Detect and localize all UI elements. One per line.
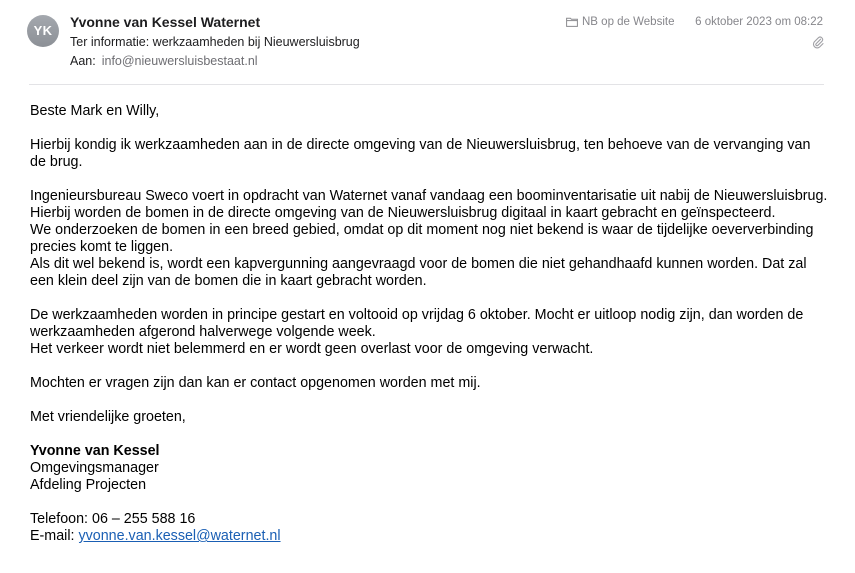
paperclip-icon[interactable] <box>812 35 824 54</box>
phone-number: Telefoon: 06 – 255 588 16 <box>30 511 196 527</box>
paragraph-intro: Hierbij kondig ik werkzaamheden aan in de directe omgeving van de Nieuwersluisbrug, ten behoeve van de vervanging van de brug. <box>30 137 811 170</box>
recipient-address[interactable]: info@nieuwersluisbestaat.nl <box>101 54 258 68</box>
paragraph-line: Hierbij worden de bomen in de directe omgeving van de Nieuwersluisbrug digitaal in kaart gebracht en geïnspecteerd. <box>30 205 776 221</box>
recipient-row <box>70 54 258 68</box>
email-label: E-mail: <box>30 528 79 544</box>
email-link[interactable]: yvonne.van.kessel@waternet.nl <box>78 528 281 544</box>
paragraph-contact: Mochten er vragen zijn dan kan er contact opgenomen worden met mij. <box>30 375 481 391</box>
signature-name: Yvonne van Kessel <box>30 443 160 459</box>
signature-title: Omgevingsmanager <box>30 460 159 476</box>
signature-department: Afdeling Projecten <box>30 477 147 493</box>
mailbox-folder[interactable] <box>566 16 674 30</box>
closing: Met vriendelijke groeten, <box>30 409 186 425</box>
header-divider <box>29 84 824 85</box>
paragraph-line: Als dit wel bekend is, wordt een kapvergunning aangevraagd voor de bomen die niet gehandhaafd kunnen worden. Dat zal een klein deel zijn van de bomen die in kaart gebracht worden. <box>30 256 807 289</box>
paragraph-line: Het verkeer wordt niet belemmerd en er wordt geen overlast voor de omgeving verwacht. <box>30 341 594 357</box>
paragraph-inventory <box>30 188 830 290</box>
sender-name[interactable]: Yvonne van Kessel Waternet <box>70 14 261 30</box>
folder-icon <box>566 17 578 30</box>
message-header <box>0 0 855 86</box>
folder-name: NB op de Website <box>582 16 675 28</box>
message-date: 6 oktober 2023 om 08:22 <box>695 16 823 28</box>
greeting: Beste Mark en Willy, <box>30 103 160 119</box>
paragraph-schedule <box>30 307 830 358</box>
email-row <box>30 528 830 545</box>
avatar[interactable]: YK <box>27 15 59 47</box>
subject-line: Ter informatie: werkzaamheden bij Nieuwersluisbrug <box>70 35 360 49</box>
paragraph-line: De werkzaamheden worden in principe gestart en voltooid op vrijdag 6 oktober. Mocht er uitloop nodig zijn, dan worden de werkzaamheden afgerond halverwege volgende week. <box>30 307 804 340</box>
contact-details <box>30 511 830 545</box>
paragraph-line: We onderzoeken de bomen in een breed gebied, omdat op dit moment nog niet bekend is waar de tijdelijke oeververbinding precies komt te liggen. <box>30 222 814 255</box>
message-body <box>30 103 830 562</box>
to-label: Aan: <box>70 54 96 68</box>
paragraph-line: Ingenieursbureau Sweco voert in opdracht van Waternet vanaf vandaag een boominventarisatie uit nabij de Nieuwersluisbrug. <box>30 188 828 204</box>
signature <box>30 443 830 494</box>
